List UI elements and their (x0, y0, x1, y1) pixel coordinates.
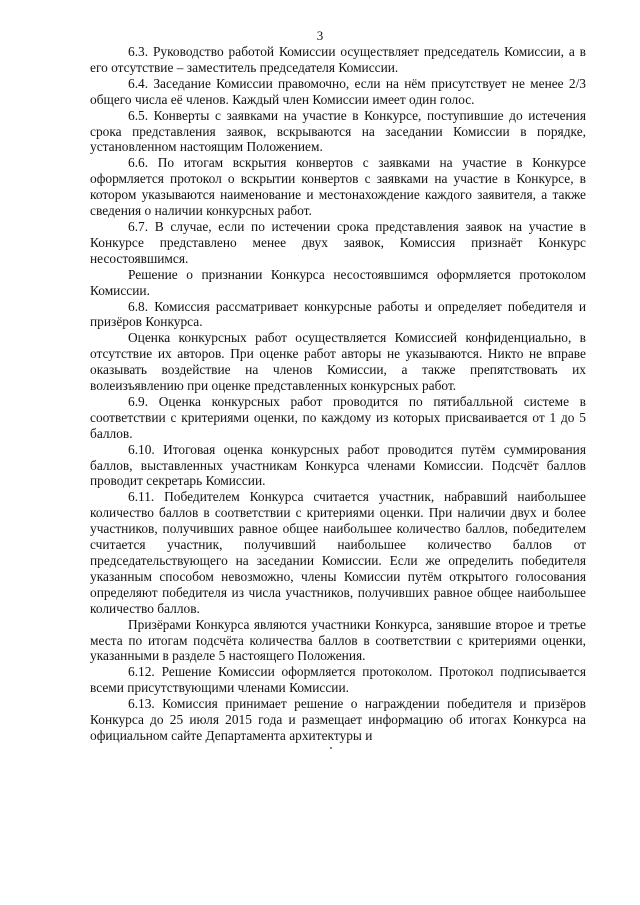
paragraph-6-8-evaluation: Оценка конкурсных работ осуществляется Комиссией конфиденциально, в отсутствие их авторов. При оценке работ авторы не указываются. Никто не вправе оказывать воздействие на членов Комиссии, а также препятствовать их волеизъявлению при оценке представленных конкурсных работ. (90, 330, 586, 394)
paragraph-6-3: 6.3. Руководство работой Комиссии осуществляет председатель Комиссии, а в его отсутствие – заместитель председателя Комиссии. (90, 44, 586, 75)
paragraph-6-5: 6.5. Конверты с заявками на участие в Конкурсе, поступившие до истечения срока представления заявок, вскрываются на заседании Комиссии в порядке, установленном настоящим Положением. (90, 107, 586, 155)
paragraph-6-13: 6.13. Комиссия принимает решение о награждении победителя и призёров Конкурса до 25 июля 2015 года и размещает информацию об итогах Конкурса на официальном сайте Департамента архитектуры и (90, 696, 586, 743)
paragraph-6-12: 6.12. Решение Комиссии оформляется протоколом. Протокол подписывается всеми присутствующими членами Комиссии. (90, 664, 586, 696)
document-body (90, 44, 586, 744)
paragraph-6-11: 6.11. Победителем Конкурса считается участник, набравший наибольшее количество баллов в соответствии с критериями оценки. При наличии двух и более участников, получивших равное общее наибольшее количество баллов, победителем считается участник, получивший наибольшее количество баллов от председательствующего на заседании Комиссии. Если же определить победителя указанным способом невозможно, члены Комиссии путём открытого голосования определяют победителя из числа участников, получивших равное общее наибольшее количество баллов. (90, 489, 586, 616)
paragraph-6-7-decision: Решение о признании Конкурса несостоявшимся оформляется протоколом Комиссии. (90, 266, 586, 298)
paragraph-6-10: 6.10. Итоговая оценка конкурсных работ проводится путём суммирования баллов, выставленных участникам Конкурса членами Комиссии. Подсчёт баллов проводит секретарь Комиссии. (90, 441, 586, 489)
paragraph-6-11-prizewinners: Призёрами Конкурса являются участники Конкурса, занявшие второе и третье места по итогам подсчёта количества баллов в соответствии с критериями оценки, указанными в разделе 5 настоящего Положения. (90, 616, 586, 664)
paragraph-6-9: 6.9. Оценка конкурсных работ проводится по пятибалльной системе в соответствии с критериями оценки, по каждому из которых присваивается от 1 до 5 баллов. (90, 393, 586, 441)
page-number: 3 (316, 28, 324, 43)
paragraph-6-8: 6.8. Комиссия рассматривает конкурсные работы и определяет победителя и призёров Конкурса. (90, 298, 586, 330)
paragraph-6-6: 6.6. По итогам вскрытия конвертов с заявками на участие в Конкурсе оформляется протокол о вскрытии конвертов с заявками на участие в Конкурсе, в котором указываются наименование и местонахождение каждого заявителя, а также сведения о наличии конкурсных работ. (90, 155, 586, 219)
paragraph-6-4: 6.4. Заседание Комиссии правомочно, если на нём присутствует не менее 2/3 общего числа её членов. Каждый член Комиссии имеет один голос. (90, 75, 586, 107)
paragraph-6-7: 6.7. В случае, если по истечении срока представления заявок на участие в Конкурсе представлено менее двух заявок, Комиссия признаёт Конкурс несостоявшимся. (90, 218, 586, 266)
scan-speck (330, 747, 332, 749)
